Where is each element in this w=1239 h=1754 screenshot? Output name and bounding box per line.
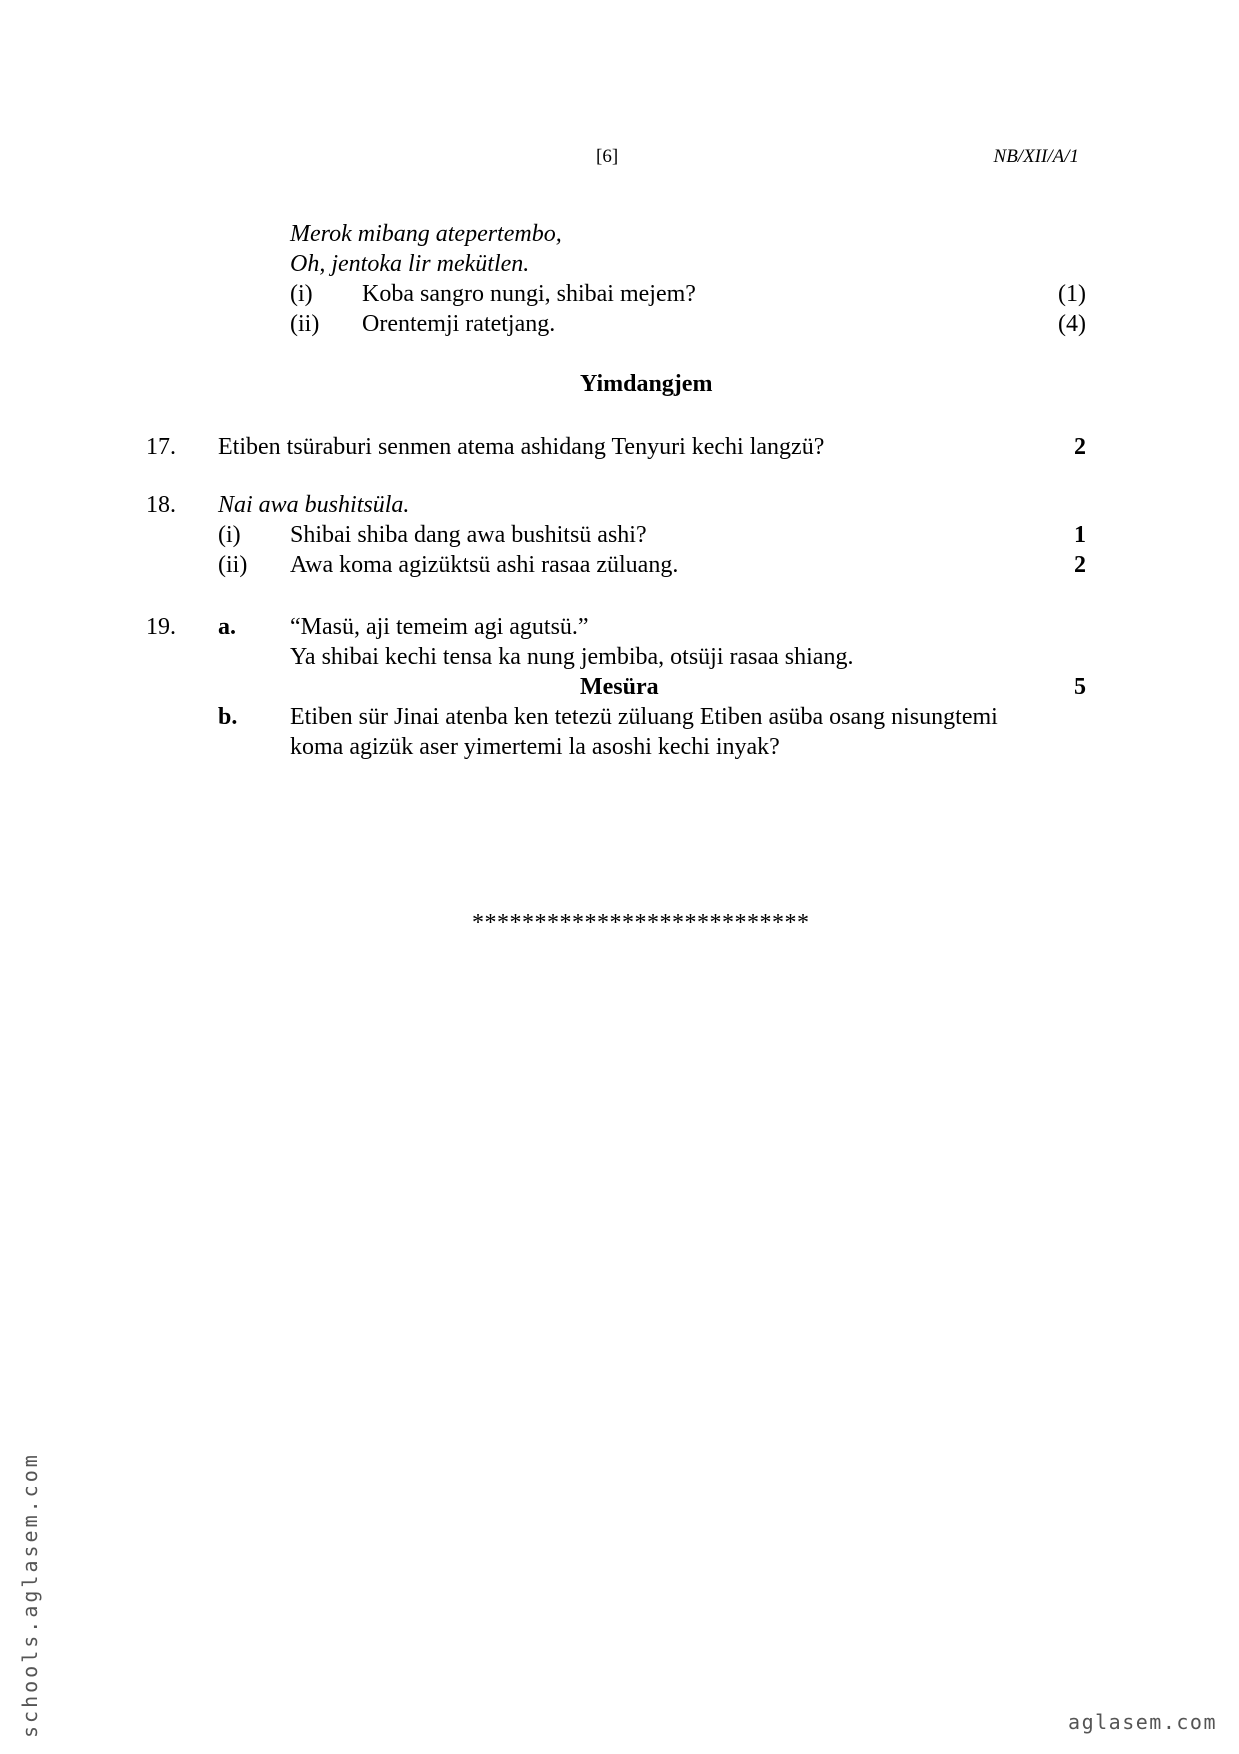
q19-or-divider: Mesüra [580,674,659,700]
poem-line-2: Oh, jentoka lir mekütlen. [290,251,530,277]
q19-b-label: b. [218,704,238,730]
q19-a-quote: “Masü, aji temeim agi agutsü.” [290,614,589,640]
q17-text: Etiben tsüraburi senmen atema ashidang Tenyuri kechi langzü? [218,434,825,460]
poem-q-ii-label: (ii) [290,311,320,337]
q19-a-question: Ya shibai kechi tensa ka nung jembiba, otsüji rasaa shiang. [290,644,854,670]
poem-q-ii-marks: (4) [1058,311,1086,337]
q19-b-line-2: koma agizük aser yimertemi la asoshi kechi inyak? [290,734,780,760]
q17-number: 17. [146,434,176,460]
q18-part-ii-marks: 2 [1074,552,1086,578]
q19-number: 19. [146,614,176,640]
q19-b-line-1: Etiben sür Jinai atenba ken tetezü züluang Etiben asüba osang nisungtemi [290,704,998,730]
poem-q-i-marks: (1) [1058,281,1086,307]
poem-line-1: Merok mibang atepertembo, [290,221,562,247]
q19-a-label: a. [218,614,236,640]
q18-part-i-label: (i) [218,522,241,548]
section-title: Yimdangjem [580,371,713,397]
q18-part-ii-label: (ii) [218,552,248,578]
q18-part-i-marks: 1 [1074,522,1086,548]
end-of-paper-marker: *************************** [472,910,810,936]
q18-prompt: Nai awa bushitsüla. [218,492,410,518]
q18-part-ii-text: Awa koma agizüktsü ashi rasaa züluang. [290,552,679,578]
q18-part-i-text: Shibai shiba dang awa bushitsü ashi? [290,522,647,548]
corner-watermark: aglasem.com [1068,1710,1217,1734]
q17-marks: 2 [1074,434,1086,460]
poem-q-i-text: Koba sangro nungi, shibai mejem? [362,281,696,307]
q18-number: 18. [146,492,176,518]
poem-q-i-label: (i) [290,281,313,307]
page-number: [6] [596,146,619,167]
side-watermark: schools.aglasem.com [18,1452,42,1738]
paper-code: NB/XII/A/1 [993,146,1079,167]
poem-q-ii-text: Orentemji ratetjang. [362,311,556,337]
q19-marks: 5 [1074,674,1086,700]
